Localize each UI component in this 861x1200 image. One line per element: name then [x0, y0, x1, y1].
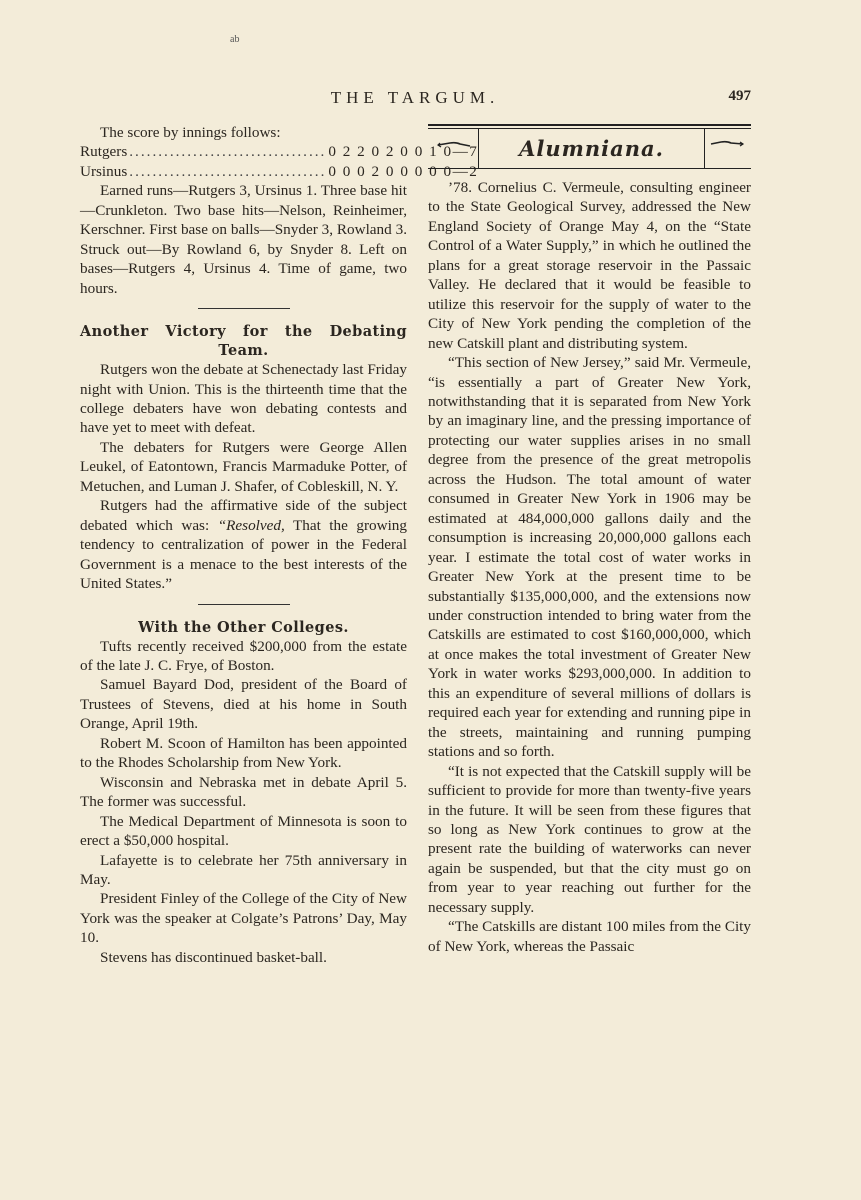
publication-title: THE TARGUM.	[330, 88, 500, 107]
college-item: Tufts recently received $200,000 from the estate of the late J. C. Frye, of Boston.	[80, 637, 407, 674]
page-number: 497	[728, 88, 751, 104]
alumni-paragraph: “The Catskills are distant 100 miles from the City of New York, whereas the Passaic	[428, 918, 751, 955]
banner-rule	[428, 128, 751, 129]
college-item: Stevens has discontinued basket-ball.	[100, 948, 327, 966]
banner-divider	[704, 128, 705, 168]
debate-heading: Another Victory for the Debating Team.	[80, 323, 407, 360]
colleges-heading: With the Other Colleges.	[138, 618, 349, 636]
score-intro: The score by innings follows:	[100, 124, 281, 141]
right-flourish-icon	[709, 138, 745, 150]
alumniana-title: Alumniana.	[519, 136, 664, 161]
debate-resolved-word: “Resolved,	[217, 516, 285, 534]
leader-dots: ..................................	[129, 162, 327, 180]
left-flourish-icon	[436, 138, 472, 150]
score-row-ursinus	[80, 162, 479, 181]
score-runs: 0 2 2 0 2 0 0 1 0—7	[328, 143, 479, 161]
banner-rule	[428, 124, 751, 126]
alumni-paragraph: “This section of New Jersey,” said Mr. Vermeule, “is essentially a part of Greater New York, notwithstanding that it is separated from New York by an imaginary line, and the pressing importance of protecting our water supplies arises in no small degree from the presence of the great metropolis across the Hudson. The total amount of water consumed in Greater New York in 1906 may be estimated at 484,000,000 gallons daily and the consumption is increasing 20,000,000 gallons each year. I estimate the total cost of water works in Greater New York at the present time to be substantially $135,000,000, and the extensions now under construction intended to bring water from the Catskills are estimated to cost $160,000,000, which at once makes the total investment of Greater New York in water works $293,000,000. In addition to this an expenditure of several millions of dollars is required each year for extending and running pipe in the streets, maintaining and running pumping stations and so forth.	[428, 354, 751, 761]
score-team: Rutgers	[80, 143, 128, 161]
debate-resolution	[80, 496, 407, 593]
section-divider	[198, 604, 290, 605]
score-row-rutgers	[80, 142, 479, 161]
college-item: Robert M. Scoon of Hamilton has been appointed to the Rhodes Scholarship from New York.	[80, 734, 407, 772]
score-summary: Earned runs—Rutgers 3, Ursinus 1. Three base hit—Crunkleton. Two base hits—Nelson, Reinheimer, Kerschner. First base on balls—Snyder 3, Rowland 3. Struck out—By Rowland 6, by Snyder 8. Left on bases—Rutgers 4, Ursinus 4. Time of game, two hours.	[80, 182, 407, 297]
left-column	[80, 123, 479, 967]
college-item: The Medical Department of Minnesota is soon to erect a $50,000 hospital.	[80, 812, 407, 850]
page-mark: ab	[230, 34, 240, 45]
debate-resolution-start: Rutgers had the affirmative side of the subject debated which was:	[80, 497, 407, 534]
score-runs: 0 0 0 2 0 0 0 0 0—2	[328, 162, 479, 180]
banner-rule	[428, 168, 751, 169]
score-team: Ursinus	[80, 162, 128, 180]
leader-dots: ..................................	[129, 143, 327, 161]
alumni-paragraph: “It is not expected that the Catskill supply will be sufficient to provide for more than twenty-five years in the future. It will be seen from these figures that so long as New York continues to grow at the present rate the building of waterworks can never again be suspended, but that the city must go on from year to year reaching out further for the necessary supply.	[428, 762, 751, 916]
alumni-paragraph: ’78. Cornelius C. Vermeule, consulting engineer to the State Geological Survey, addressed the New England Society of Orange May 4, on the “State Control of a Water Supply,” in which he outlined the plans for a great storage reservoir in the Passaic Valley. He declared that it would be feasible to utilize this reservoir for the supply of water to the City of New York pending the completion of the new Catskill plant and distributing system.	[428, 179, 751, 352]
debate-resolution-end: That the growing tendency to centralization of power in the Federal Government is a menace to the best interests of the United States.”	[80, 516, 407, 593]
running-header	[0, 88, 861, 112]
college-item: Lafayette is to celebrate her 75th anniversary in May.	[80, 851, 407, 888]
debate-paragraph: Rutgers won the debate at Schenectady last Friday night with Union. This is the thirteenth time that the college debaters have won debating contests and have yet to meet with defeat.	[80, 361, 407, 437]
college-item: President Finley of the College of the City of New York was the speaker at Colgate’s Patrons’ Day, May 10.	[80, 890, 407, 947]
alumniana-banner	[428, 124, 751, 172]
section-divider	[198, 308, 290, 309]
right-column	[428, 178, 751, 956]
college-item: Samuel Bayard Dod, president of the Board of Trustees of Stevens, died at his home in South Orange, April 19th.	[80, 676, 407, 733]
debate-paragraph: The debaters for Rutgers were George Allen Leukel, of Eatontown, Francis Marmaduke Potter, of Metuchen, and Luman J. Shafer, of Cobleskill, N. Y.	[80, 438, 407, 495]
college-item: Wisconsin and Nebraska met in debate April 5. The former was successful.	[80, 773, 407, 811]
banner-divider	[478, 128, 479, 168]
